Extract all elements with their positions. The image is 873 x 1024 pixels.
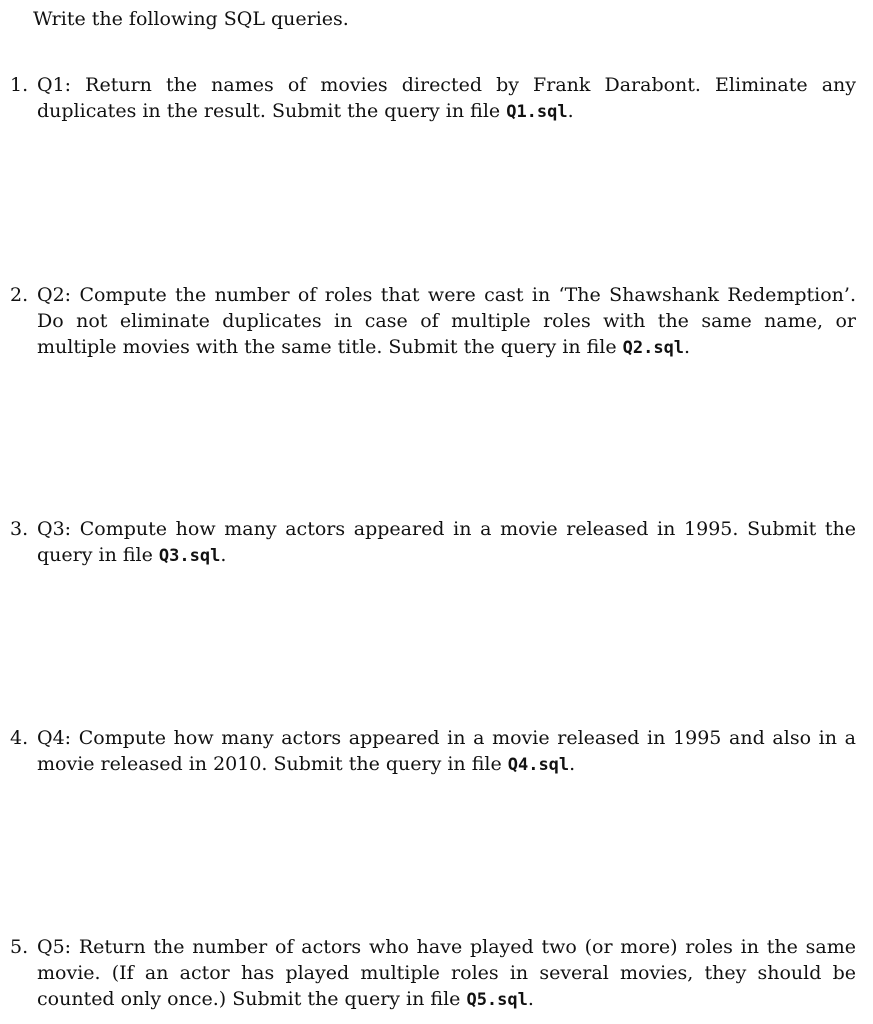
question-body [37,934,856,1013]
question-text: Q5: Return the number of actors who have played two (or more) roles in the same movie. (If an actor has played multiple roles in several movies, they should be counted only once.) Submit the query in file [37,936,856,1010]
file-name: Q4.sql [507,755,570,775]
question-body [37,516,856,569]
question-body [37,72,856,125]
question-item-q2 [10,282,856,361]
question-suffix: . [567,100,574,122]
intro-text: Write the following SQL queries. [33,8,349,30]
question-number: 1. [10,74,29,96]
question-text: Q4: Compute how many actors appeared in a movie released in 1995 and also in a movie released in 2010. Submit the query in file [37,727,856,775]
question-suffix: . [684,336,691,358]
question-text: Q3: Compute how many actors appeared in a movie released in 1995. Submit the query in file [37,518,856,566]
file-name: Q3.sql [158,546,221,566]
file-name: Q2.sql [622,338,685,358]
question-number: 2. [10,284,29,306]
question-text: Q2: Compute the number of roles that were cast in ‘The Shawshank Redemption’. Do not eliminate duplicates in case of multiple roles with the same name, or multiple movies with the same title. Submit the query in file [37,284,856,358]
question-suffix: . [569,753,576,775]
question-item-q3 [10,516,856,569]
question-number: 4. [10,727,29,749]
question-text: Q1: Return the names of movies directed by Frank Darabont. Eliminate any duplicates in the result. Submit the query in file [37,74,856,122]
question-item-q5 [10,934,856,1013]
question-number: 5. [10,936,29,958]
question-suffix: . [220,544,227,566]
question-item-q1 [10,72,856,125]
question-suffix: . [527,988,534,1010]
question-number: 3. [10,518,29,540]
question-body [37,282,856,361]
file-name: Q5.sql [466,990,528,1010]
question-body [37,725,856,778]
file-name: Q1.sql [506,102,568,122]
question-item-q4 [10,725,856,778]
